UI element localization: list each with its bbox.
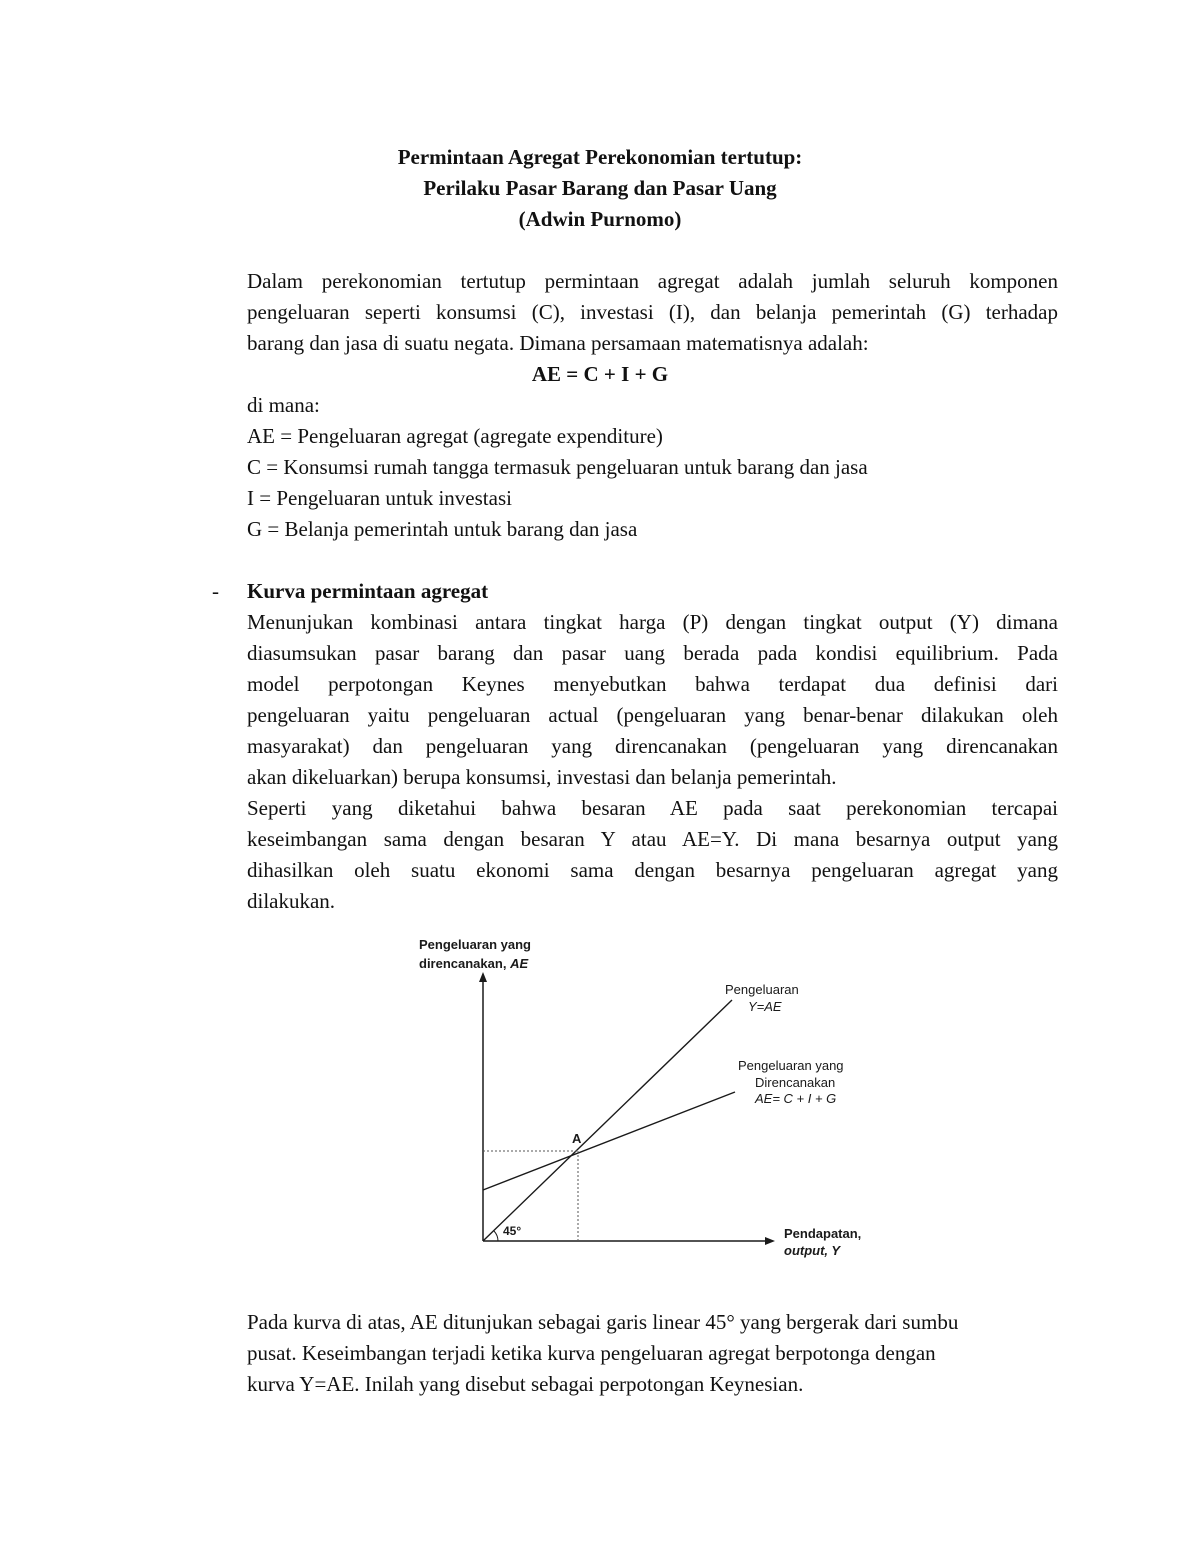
title-line-2: Perilaku Pasar Barang dan Pasar Uang [423, 176, 777, 200]
section-p1-line-1: Menunjukan kombinasi antara tingkat harga (P) dengan tingkat output (Y) dimana [247, 610, 1058, 634]
x-axis-label-line-1: Pendapatan, [784, 1226, 862, 1241]
intro-line-1: Dalam perekonomian tertutup permintaan agregat adalah jumlah seluruh komponen [247, 269, 1058, 293]
y-axis-label-line-1: Pengeluaran yang [419, 937, 531, 952]
section-p2-line-2: keseimbangan sama dengan besaran Y atau AE=Y. Di mana besarnya output yang [247, 827, 1058, 851]
closing-line-2: pusat. Keseimbangan terjadi ketika kurva pengeluaran agregat berpotonga dengan [247, 1341, 936, 1365]
closing-line-1: Pada kurva di atas, AE ditunjukan sebagai garis linear 45° yang bergerak dari sumbu [247, 1310, 959, 1334]
y-axis-arrow [479, 972, 487, 982]
line2-label-line-2: Direncanakan [755, 1075, 836, 1090]
line2-label-line-1: Pengeluaran yang [738, 1058, 844, 1073]
line2-label-line-3: AE= C + I + G [755, 1091, 837, 1106]
y-axis-label-line-2: direncanakan, AE [419, 956, 529, 971]
point-a-label: A [572, 1131, 582, 1146]
section-heading: Kurva permintaan agregat [247, 579, 489, 603]
section-p1-line-6: akan dikeluarkan) berupa konsumsi, investasi dan belanja pemerintah. [247, 765, 837, 789]
intro-line-2: pengeluaran seperti konsumsi (C), investasi (I), dan belanja pemerintah (G) terhadap [247, 300, 1058, 324]
title-line-1: Permintaan Agregat Perekonomian tertutup: [397, 145, 803, 169]
section-bullet: - [212, 579, 219, 603]
keynesian-cross-figure [400, 928, 900, 1268]
closing-line-3: kurva Y=AE. Inilah yang disebut sebagai perpotongan Keynesian. [247, 1372, 804, 1396]
definitions-heading: di mana: [247, 393, 320, 417]
definition-ae: AE = Pengeluaran agregat (agregate expenditure) [247, 424, 663, 448]
equation: AE = C + I + G [531, 362, 669, 386]
definition-c: C = Konsumsi rumah tangga termasuk pengeluaran untuk barang dan jasa [247, 455, 868, 479]
x-axis-label-line-2: output, Y [784, 1243, 841, 1258]
line-planned-expenditure [483, 1092, 735, 1190]
line1-label-line-2: Y=AE [748, 999, 782, 1014]
intro-line-3: barang dan jasa di suatu negata. Dimana persamaan matematisnya adalah: [247, 331, 869, 355]
section-p2-line-1: Seperti yang diketahui bahwa besaran AE pada saat perekonomian tercapai [247, 796, 1058, 820]
angle-arc [494, 1231, 498, 1241]
line-y-equals-ae [483, 1000, 732, 1241]
section-p1-line-5: masyarakat) dan pengeluaran yang direncanakan (pengeluaran yang direncanakan [247, 734, 1058, 758]
section-p2-line-3: dihasilkan oleh suatu ekonomi sama dengan besarnya pengeluaran agregat yang [247, 858, 1058, 882]
x-axis-arrow [765, 1237, 775, 1245]
title-line-3-author: (Adwin Purnomo) [518, 207, 682, 231]
line1-label-line-1: Pengeluaran [725, 982, 799, 997]
angle-45-label: 45° [503, 1224, 522, 1238]
section-p1-line-4: pengeluaran yaitu pengeluaran actual (pengeluaran yang benar-benar dilakukan oleh [247, 703, 1058, 727]
section-p1-line-3: model perpotongan Keynes menyebutkan bahwa terdapat dua definisi dari [247, 672, 1058, 696]
definition-i: I = Pengeluaran untuk investasi [247, 486, 512, 510]
section-p1-line-2: diasumsukan pasar barang dan pasar uang berada pada kondisi equilibrium. Pada [247, 641, 1058, 665]
section-p2-line-4: dilakukan. [247, 889, 336, 913]
definition-g: G = Belanja pemerintah untuk barang dan jasa [247, 517, 638, 541]
